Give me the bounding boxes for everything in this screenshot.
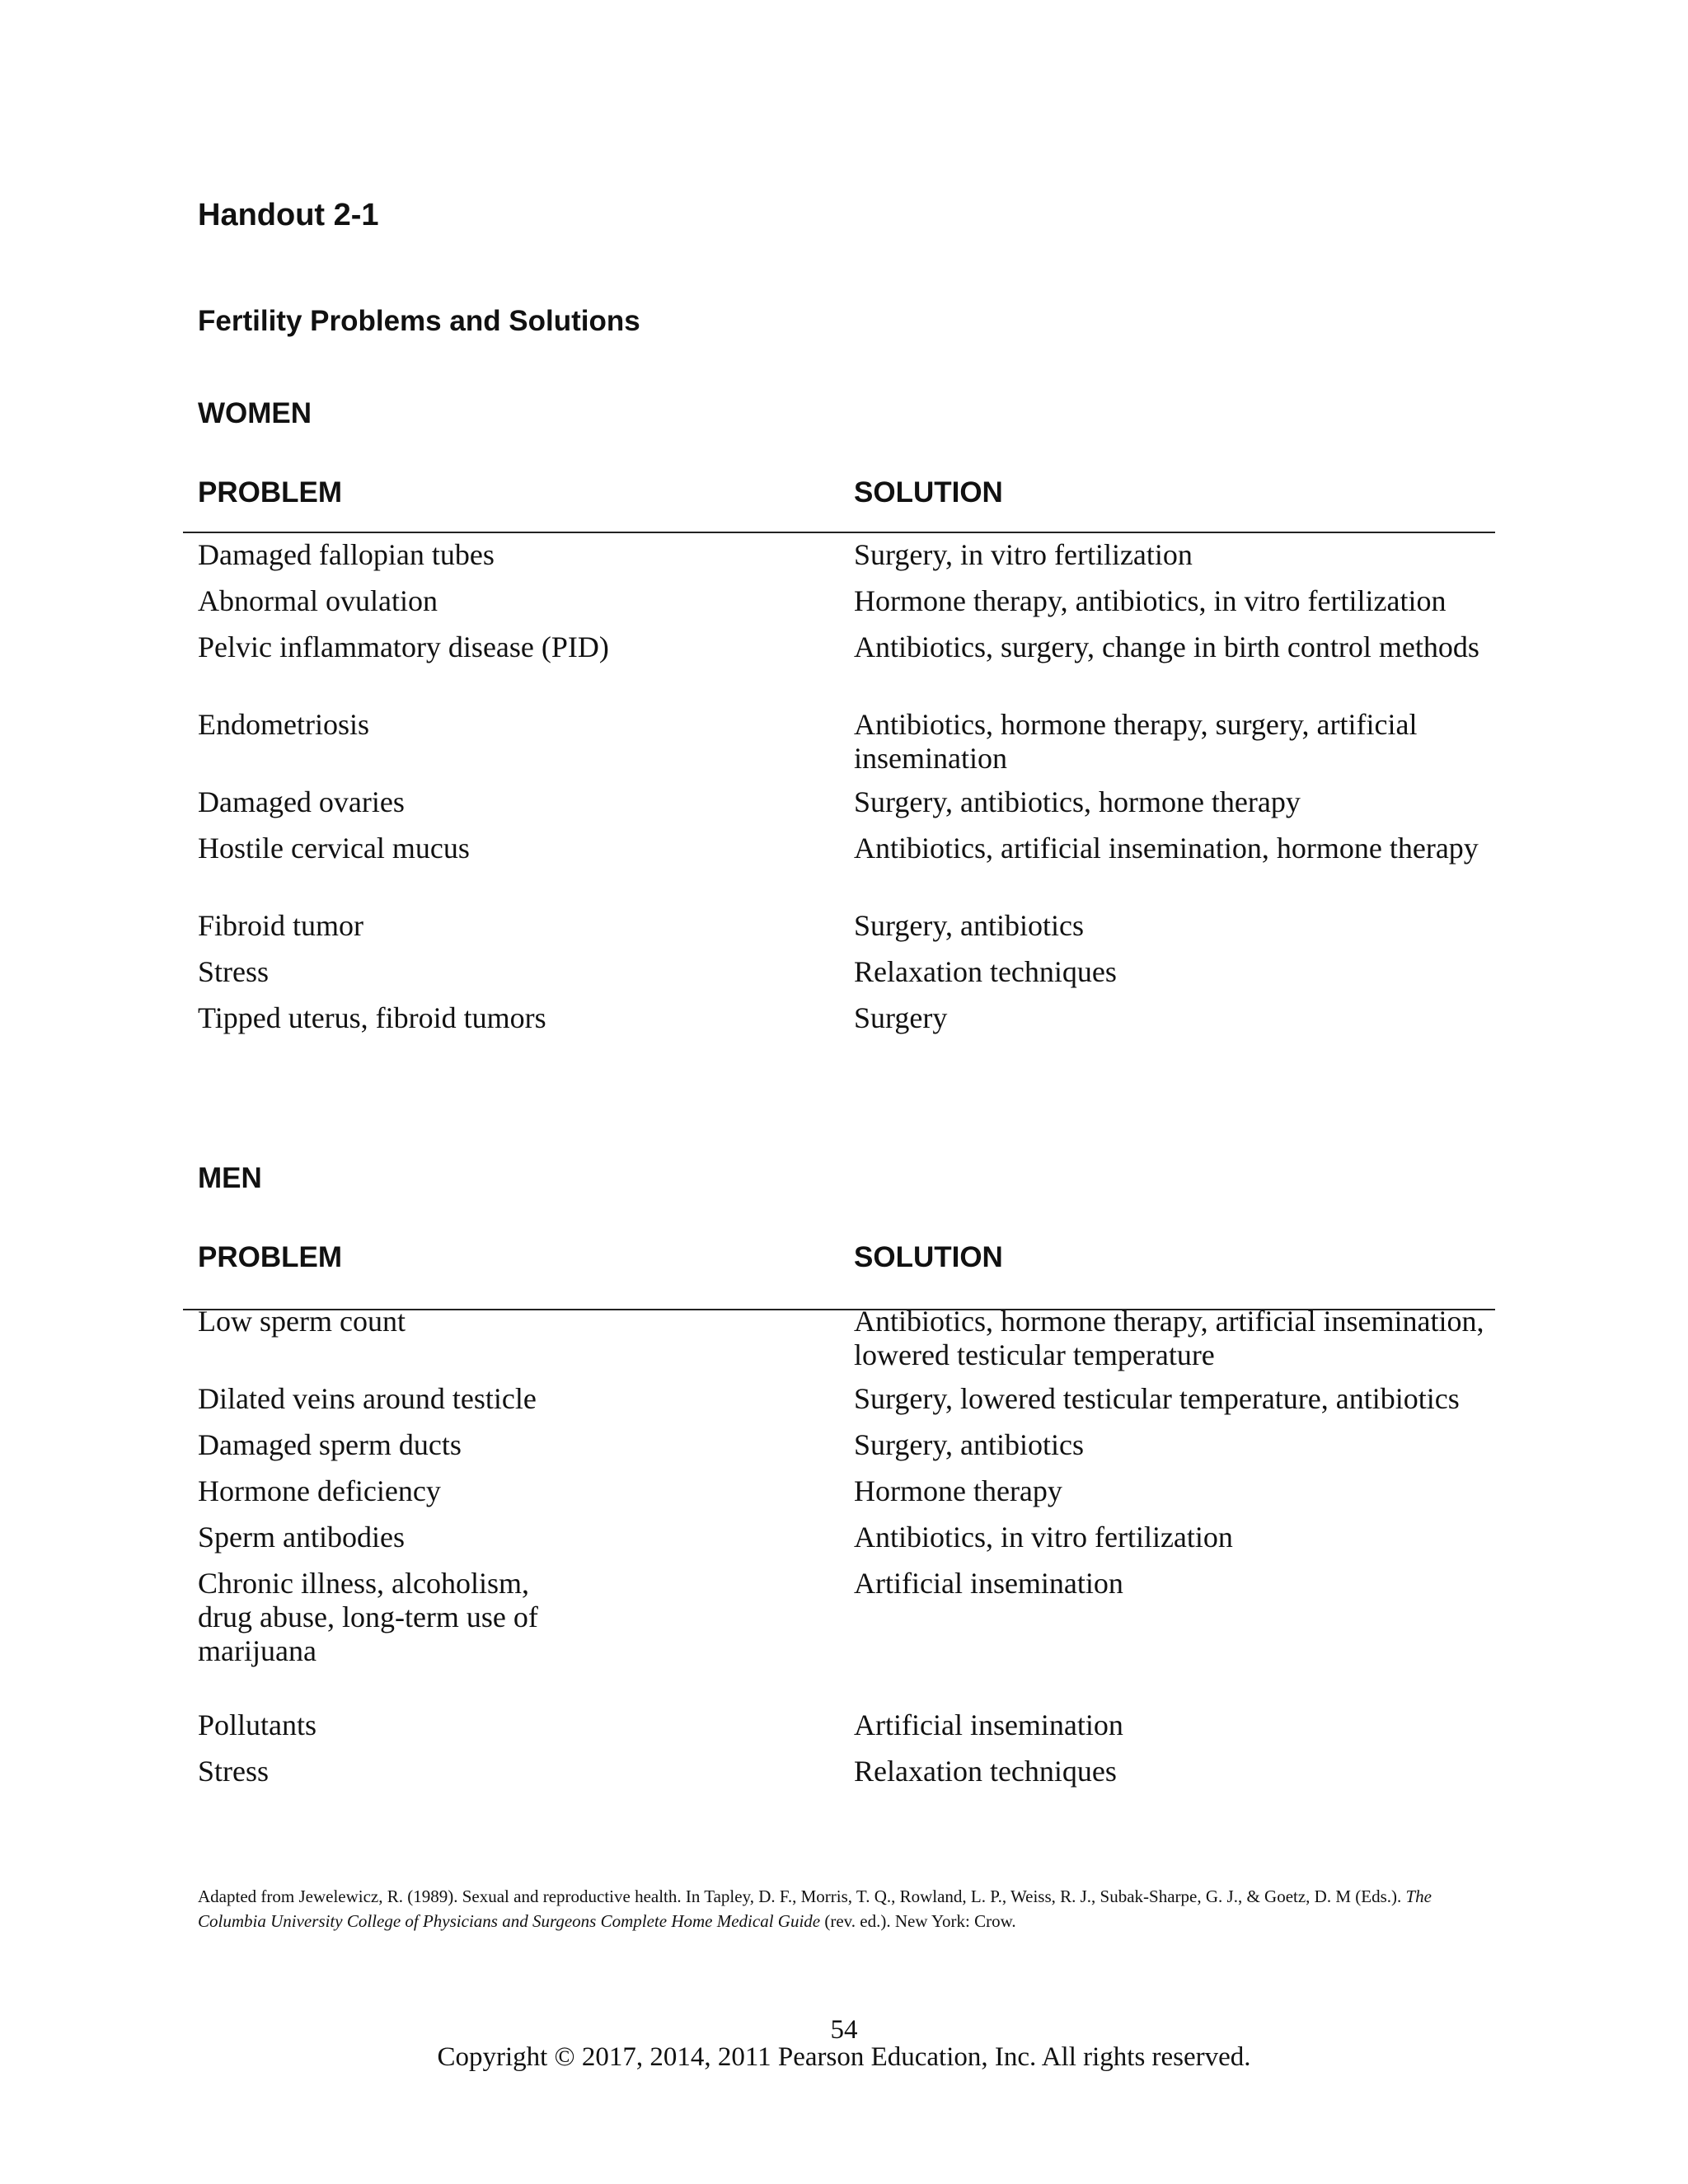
solution-cell: Surgery, in vitro fertilization [854,538,1193,571]
solution-cell: Antibiotics, hormone therapy, surgery, artificial insemination [854,708,1418,775]
problem-cell: Chronic illness, alcoholism, drug abuse, long-term use of marijuana [198,1567,538,1667]
table-row [198,538,1500,584]
men-solution-header: SOLUTION [854,1241,1003,1273]
table-row [198,1001,1500,1047]
problem-cell: Damaged ovaries [198,785,405,818]
table-row [198,1521,1500,1567]
solution-cell: Surgery, lowered testicular temperature, antibiotics [854,1382,1460,1415]
problem-cell: Pelvic inflammatory disease (PID) [198,630,609,663]
table-row [198,1382,1500,1428]
problem-cell: Hostile cervical mucus [198,832,470,865]
problem-cell: Tipped uterus, fibroid tumors [198,1001,546,1034]
problem-cell: Hormone deficiency [198,1474,441,1507]
page-number: 54 [830,2015,858,2045]
problem-cell: Dilated veins around testicle [198,1382,537,1415]
men-table [198,1305,1500,1801]
women-problem-header: PROBLEM [198,476,342,509]
problem-cell: Damaged fallopian tubes [198,538,495,571]
solution-cell: Antibiotics, artificial insemination, hormone therapy [854,832,1479,865]
citation [198,1884,1484,1933]
table-row [198,1755,1500,1801]
women-table [198,538,1500,1047]
solution-cell: Hormone therapy, antibiotics, in vitro fertilization [854,584,1447,617]
table-row [198,1305,1500,1382]
table-row [198,1428,1500,1474]
table-row [198,785,1500,832]
citation-book-title: The Columbia University College of Physicians and Surgeons Complete Home Medical Guide [198,1886,1432,1931]
men-section-label: MEN [198,1162,262,1194]
problem-cell: Low sperm count [198,1305,406,1338]
women-solution-header: SOLUTION [854,476,1003,509]
table-row [198,630,1500,708]
problem-cell: Pollutants [198,1708,317,1741]
problem-cell: Sperm antibodies [198,1521,405,1554]
problem-cell: Stress [198,1755,270,1788]
citation-text: Adapted from Jewelewicz, R. (1989). Sexual and reproductive health. In Tapley, D. F., Morris, T. Q., Rowland, L. P., Weiss, R. J., Subak-Sharpe, G. J., & Goetz, D. M (Eds.). [198,1886,1406,1906]
men-problem-header: PROBLEM [198,1241,342,1273]
solution-cell: Surgery [854,1001,948,1034]
document-title: Fertility Problems and Solutions [198,305,640,337]
solution-cell: Artificial insemination [854,1567,1123,1600]
women-section-label: WOMEN [198,397,312,429]
table-row [198,1567,1500,1708]
table-row [198,1474,1500,1521]
solution-cell: Surgery, antibiotics [854,1428,1084,1461]
table-row [198,832,1500,909]
table-row [198,1708,1500,1755]
problem-cell: Endometriosis [198,708,369,741]
problem-cell: Abnormal ovulation [198,584,438,617]
women-header-divider [183,532,1495,533]
table-row [198,955,1500,1001]
solution-cell: Antibiotics, surgery, change in birth control methods [854,630,1479,663]
solution-cell: Relaxation techniques [854,1755,1117,1788]
citation-publisher: (rev. ed.). New York: Crow. [820,1911,1016,1931]
solution-cell: Surgery, antibiotics [854,909,1084,942]
solution-cell: Antibiotics, hormone therapy, artificial insemination, lowered testicular temperature [854,1305,1484,1371]
solution-cell: Artificial insemination [854,1708,1123,1741]
problem-cell: Stress [198,955,270,988]
solution-cell: Hormone therapy [854,1474,1062,1507]
table-row [198,708,1500,785]
copyright-notice: Copyright © 2017, 2014, 2011 Pearson Education, Inc. All rights reserved. [437,2042,1251,2072]
handout-title: Handout 2-1 [198,198,379,232]
solution-cell: Surgery, antibiotics, hormone therapy [854,785,1301,818]
table-row [198,584,1500,630]
problem-cell: Damaged sperm ducts [198,1428,462,1461]
solution-cell: Antibiotics, in vitro fertilization [854,1521,1233,1554]
table-row [198,909,1500,955]
problem-cell: Fibroid tumor [198,909,364,942]
solution-cell: Relaxation techniques [854,955,1117,988]
